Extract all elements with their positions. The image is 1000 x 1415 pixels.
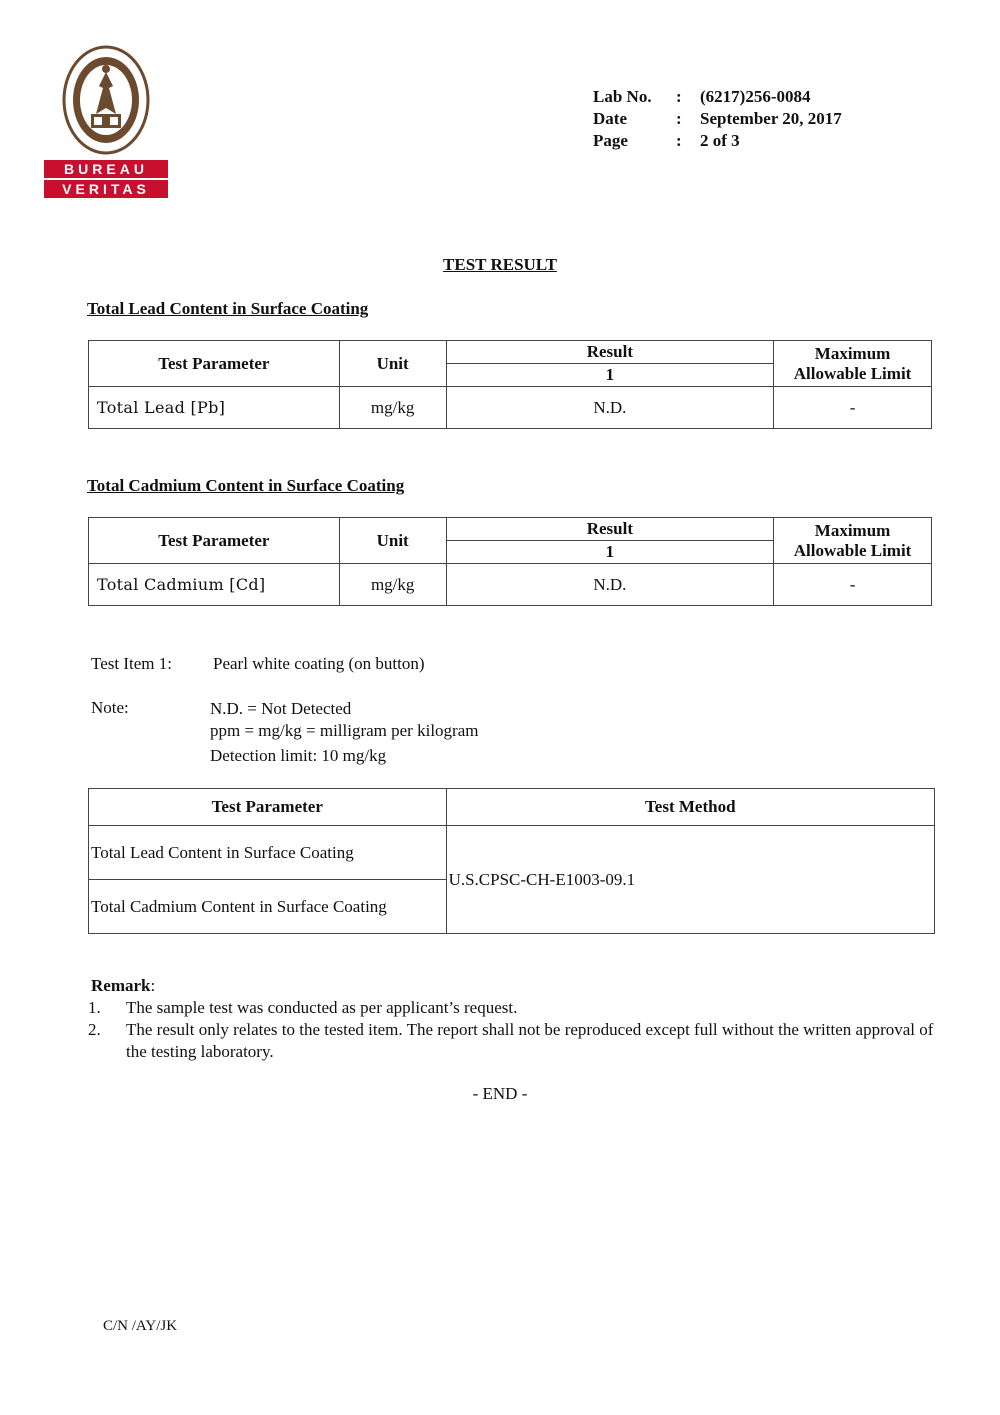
- date-label: Date: [593, 109, 627, 128]
- col-header-unit: Unit: [339, 518, 446, 564]
- remark-num: 2.: [88, 1020, 101, 1039]
- colon: :: [676, 131, 682, 150]
- note-label: Note:: [91, 698, 129, 717]
- max-limit-cell: -: [774, 564, 932, 606]
- unit-cell: mg/kg: [339, 387, 446, 429]
- date-row: [593, 108, 842, 130]
- max-limit-cell: -: [774, 387, 932, 429]
- page-value: 2 of 3: [700, 131, 740, 150]
- test-item-label: Test Item 1:: [91, 654, 172, 673]
- col-header-test-parameter: Test Parameter: [89, 518, 340, 564]
- col-header-result-sub: 1: [446, 541, 774, 564]
- result-cell: N.D.: [446, 387, 774, 429]
- remark-title: Remark: [91, 976, 151, 995]
- page-row: [593, 130, 842, 152]
- cadmium-section-title: Total Cadmium Content in Surface Coating: [87, 476, 405, 495]
- logo-word-bureau: BUREAU: [44, 160, 168, 178]
- test-item-value: Pearl white coating (on button): [213, 654, 425, 673]
- logo-word-veritas: VERITAS: [44, 180, 168, 198]
- remark-heading: [91, 975, 155, 997]
- table-row: [89, 826, 935, 880]
- lead-section-title: Total Lead Content in Surface Coating: [87, 299, 369, 318]
- max-limit-line1: Maximum: [814, 520, 891, 540]
- remark-text: The result only relates to the tested item. The report shall not be reproduced except full without the written approval of the testing laboratory.: [126, 1020, 934, 1061]
- table-row: [89, 387, 932, 429]
- test-item-line: [91, 654, 425, 674]
- method-param-cell: Total Lead Content in Surface Coating: [89, 826, 447, 880]
- end-marker: - END -: [472, 1084, 528, 1103]
- page-label: Page: [593, 131, 628, 150]
- max-limit-line2: Allowable Limit: [793, 540, 912, 560]
- method-cell: U.S.CPSC-CH-E1003-09.1: [446, 826, 934, 934]
- param-cell: Total Cadmium [Cd]: [89, 564, 340, 606]
- col-header-test-method: Test Method: [446, 789, 934, 826]
- remark-list: [88, 997, 938, 1063]
- col-header-test-parameter: Test Parameter: [89, 789, 447, 826]
- page-title: TEST RESULT: [443, 255, 557, 274]
- bureau-veritas-logo: [44, 44, 168, 200]
- cadmium-result-table: [88, 517, 932, 606]
- col-header-result: Result: [446, 341, 774, 364]
- max-limit-line1: Maximum: [814, 343, 891, 363]
- note-line: N.D. = Not Detected: [210, 699, 352, 718]
- col-header-result: Result: [446, 518, 774, 541]
- note-lines: [210, 698, 478, 767]
- remark-num: 1.: [88, 998, 101, 1017]
- result-cell: N.D.: [446, 564, 774, 606]
- report-header-info: [593, 86, 842, 152]
- colon: :: [676, 109, 682, 128]
- table-row: [89, 564, 932, 606]
- test-method-table: [88, 788, 935, 934]
- col-header-unit: Unit: [339, 341, 446, 387]
- method-param-cell: Total Cadmium Content in Surface Coating: [89, 880, 447, 934]
- lab-no-row: [593, 86, 842, 108]
- remark-text: The sample test was conducted as per applicant’s request.: [126, 998, 518, 1017]
- date-value: September 20, 2017: [700, 109, 842, 128]
- lab-no-value: (6217)256-0084: [700, 87, 811, 106]
- lead-result-table: [88, 340, 932, 429]
- col-header-test-parameter: Test Parameter: [89, 341, 340, 387]
- col-header-max-limit: [774, 341, 932, 387]
- col-header-result-sub: 1: [446, 364, 774, 387]
- col-header-max-limit: [774, 518, 932, 564]
- seal-emblem-icon: [61, 44, 151, 156]
- lab-no-label: Lab No.: [593, 87, 652, 106]
- note-line: Detection limit: 10 mg/kg: [210, 746, 387, 765]
- list-item: [88, 1019, 938, 1063]
- colon: :: [676, 87, 682, 106]
- unit-cell: mg/kg: [339, 564, 446, 606]
- note-line: ppm = mg/kg = milligram per kilogram: [210, 721, 479, 740]
- footer-initials: C/N /AY/JK: [103, 1318, 178, 1334]
- max-limit-line2: Allowable Limit: [793, 363, 912, 383]
- list-item: [88, 997, 938, 1019]
- param-cell: Total Lead [Pb]: [89, 387, 340, 429]
- remark-colon: :: [150, 976, 156, 995]
